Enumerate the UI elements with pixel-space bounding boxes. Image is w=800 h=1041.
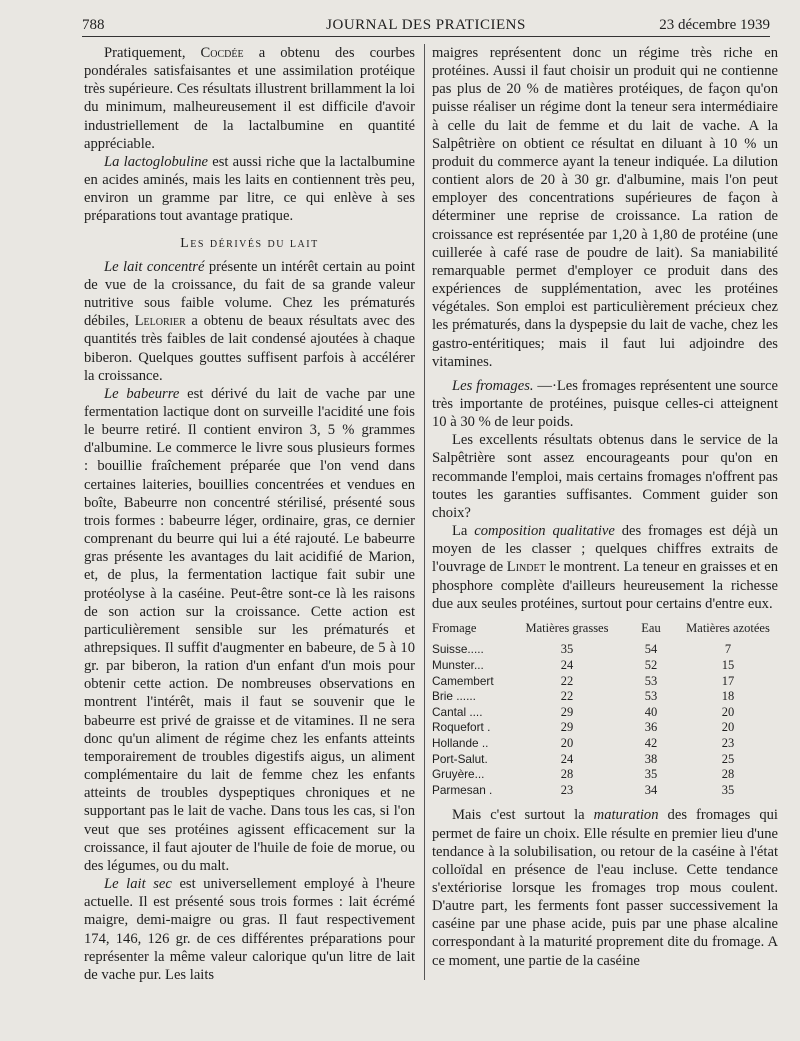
cell: 22 (560, 689, 574, 704)
journal-title: JOURNAL DES PRATICIENS (326, 17, 526, 33)
cell: 34 (644, 782, 658, 797)
cell: Port-Salut. (432, 751, 488, 766)
cell: 29 (560, 720, 574, 735)
cell: Hollande .. (432, 736, 489, 750)
cell: 53 (644, 673, 658, 688)
cell: Roquefort . (432, 720, 491, 735)
table-row (432, 736, 778, 752)
paragraph: Mais c'est surtout la maturation des fromages qui permet de faire un choix. Elle résulte en premier lieu d'une tendance à la solubilisation, ou retour de la caséine à l'état colloïdal en présence de l'eau incluse. Cette tendance s'extériorise lorsque les fromages trop mous coulent. D'autre part, les ferments font passer successivement la caséine par une phase acide, puis par une phase alcaline correspondant à la maturité proprement dite du fromage. A ce moment, une partie de la caséine (432, 807, 778, 969)
left-column (84, 44, 415, 984)
table-row (432, 783, 778, 799)
table-row (432, 767, 778, 783)
cell: Parmesan . (432, 782, 493, 797)
term-babeurre: Le babeurre (104, 385, 180, 402)
table-row (432, 705, 778, 721)
cell: 35 (721, 782, 735, 797)
cell: 40 (644, 704, 658, 719)
cell: 28 (721, 767, 735, 782)
table-row (432, 689, 778, 705)
cheese-composition-table (432, 621, 778, 799)
column-header: Fromage (432, 620, 477, 635)
cell: 18 (721, 689, 735, 704)
cell: 29 (560, 704, 574, 719)
cell: Gruyère... (432, 767, 485, 782)
page-number: 788 (82, 17, 105, 33)
term-composition: composition qualitative (474, 523, 615, 540)
cell: 38 (644, 751, 658, 766)
section-title: Les dérivés du lait (180, 234, 319, 250)
cell: 24 (560, 658, 574, 673)
paragraph: Le lait sec est universellement employé à l'heure actuelle. Il est présenté sous trois formes : lait écrémé maigre, demi-maigre ou gras. Il faut respectivement 174, 146, 126 gr. de ces différentes préparations pour représenter la même valeur calorique qu'un litre de lait de vache pur. Les laits (84, 876, 415, 983)
term-lactoglobuline: La lactoglobuline (104, 153, 208, 170)
paragraph: maigres représentent donc un régime très riche en protéines. Aussi il faut choisir un produit qui ne contienne pas plus de 20 % de matières protéiques, de façon qu'on puisse réaliser un régime dont la teneur sera intermédiaire à celle du lait de femme et du lait de vache. A la Salpêtrière on obtient ce résultat en diluant à 10 % un produit du commerce ayant la teneur indiquée. La dilution contient alors de 20 à 30 gr. d'albumine, mais l'on peut employer des concentrations supérieures de façon à déterminer une reprise de croissance. La ration de croissance est représentée par 1,20 à 1,80 de protéine (une cuillerée à café rase de poudre de lait). Sa maniabilité remarquable permet d'employer ce produit dans des expériences de supplémentation, avec les protéines végétales. Son emploi est particulièrement précieux chez les prématurés, dans la dyspepsie du lait de vache, chez les gastro-entéritiques; mais il faut lui adjoindre des vitamines. (432, 45, 778, 370)
cell: 53 (644, 689, 658, 704)
term-lait-concentre: Le lait concentré (104, 258, 205, 275)
table-row (432, 658, 778, 674)
paragraph: Les excellents résultats obtenus dans le service de la Salpêtrière sont assez encourageants pour qu'on en recommande l'emploi, mais certains fromages n'offrent pas toutes les garanties suffisantes. Comment guider son choix? (432, 432, 778, 521)
cell: 22 (560, 673, 574, 688)
cell: 20 (721, 704, 735, 719)
term-fromages: Les fromages. (452, 377, 534, 394)
cell: 25 (721, 751, 735, 766)
right-column (432, 44, 778, 970)
cell: 15 (721, 658, 735, 673)
cell: Cantal .... (432, 704, 483, 719)
cell: 42 (644, 736, 658, 750)
cell: 28 (560, 767, 574, 782)
cell: 17 (721, 673, 735, 688)
paragraph: La composition qualitative des fromages est déjà un moyen de les classer ; quelques chiffres extraits de l'ouvrage de Lindet le montrent. La teneur en graisses et en phosphore complète d'ailleurs heureusement la richesse due aux seules protéines, surtout pour certains d'entre eux. (432, 523, 778, 612)
column-header: Matières grasses (525, 620, 609, 635)
cell: 23 (560, 782, 574, 797)
term-maturation: maturation (593, 807, 659, 824)
cell: 23 (721, 736, 735, 750)
table-row (432, 674, 778, 690)
term-lait-sec: Le lait sec (104, 876, 172, 893)
cell: 24 (560, 751, 574, 766)
paragraph: Pratiquement, Cocdée a obtenu des courbes pondérales satisfaisantes et une assimilation protéique très supérieure. Ces résultats illustrent brillamment la loi du minimum, malheureusement il est difficile d'avoir industriellement de la lactalbumine en quantité appréciable. (84, 45, 415, 152)
table-row (432, 642, 778, 658)
paragraph: Le babeurre est dérivé du lait de vache par une fermentation lactique dont on surveille l'acidité une fois le beurre retiré. Il contient environ 3, 5 % grammes d'albumine. Le commerce le livre sous plusieurs formes : bouillie fraîchement préparée que l'on vend dans certaines laiteries, bouillies concentrées et vendues en boîte, Babeurre non concentré stérilisé, présenté sous trois formes : babeurre léger, ordinaire, gras, ce dernier comprenant du beurre qui lui a été rajouté. Le babeurre gras présente les avantages du lait acidifié de Marion, et, de plus, la fermentation lactique fait subir une protéolyse à la caséine. Peut-être sont-ce là les raisons de son action sur la croissance. Cette action est particulièrement sensible sur les prématurés et athrepsiques. Il suffit d'augmenter en babeure, de 5 à 10 gr. par biberon, la ration d'un enfant d'un mois pour obtenir cette action. De nombreuses observations en montrent l'intérêt, mais il faut se souvenir que le babeurre est privé de graisse et de vitamines. Il ne sera donc qu'un aliment de régime chez les enfants atteints temporairement de troubles digestifs aigus, un aliment complémentaire du lait de femme chez les enfants atteints de troubles dyspeptiques chroniques et ne supportant pas le lait de vache. Dans tous les cas, si l'on veut que ses protéines agissent efficacement sur la croissance, il faut ajouter de l'huile de foie de morue, ou des légumes, ou du malt. (84, 385, 416, 874)
cell: 54 (644, 642, 658, 657)
cell: 52 (644, 658, 658, 673)
author-name: Lindet (506, 559, 546, 576)
cell: 36 (644, 720, 658, 735)
cell: 20 (721, 720, 735, 735)
column-divider (424, 44, 425, 980)
issue-date: 23 décembre 1939 (659, 17, 770, 33)
cell: 35 (644, 767, 658, 782)
column-header: Matières azotées (686, 620, 770, 635)
cell: Brie ...... (432, 689, 476, 704)
cell: Munster... (432, 658, 484, 673)
page-header (82, 14, 770, 37)
column-header: Eau (641, 620, 661, 635)
author-name: Cocdée (200, 45, 244, 61)
table-row (432, 752, 778, 768)
paragraph: Les fromages. —·Les fromages représentent une source très importante de protéines, puisque celles-ci atteignent 10 à 30 % de leur poids. (432, 377, 778, 431)
cell: 20 (560, 736, 574, 750)
author-name: Lelorier (134, 313, 186, 330)
cell: 7 (724, 642, 732, 657)
paragraph: Le lait concentré présente un intérêt certain au point de vue de la croissance, du fait de sa grande valeur nutritive sous faible volume. Chez les prématurés débiles, Lelorier a obtenu de beaux résultats avec des quantités très faibles de lait condensé ajoutées à chaque biberon. Quelques gouttes suffisent parfois à accélérer la croissance. (84, 258, 415, 384)
paragraph: La lactoglobuline est aussi riche que la lactalbumine en acides aminés, mais les laits en contiennent très peu, environ un gramme par litre, ce qui enlève à ses préparations tout avantage pratique. (84, 153, 415, 225)
cell: Suisse..... (432, 642, 484, 657)
table-row (432, 720, 778, 736)
cell: Camembert (432, 673, 494, 688)
cell: 35 (560, 642, 574, 657)
table-header (432, 621, 778, 637)
